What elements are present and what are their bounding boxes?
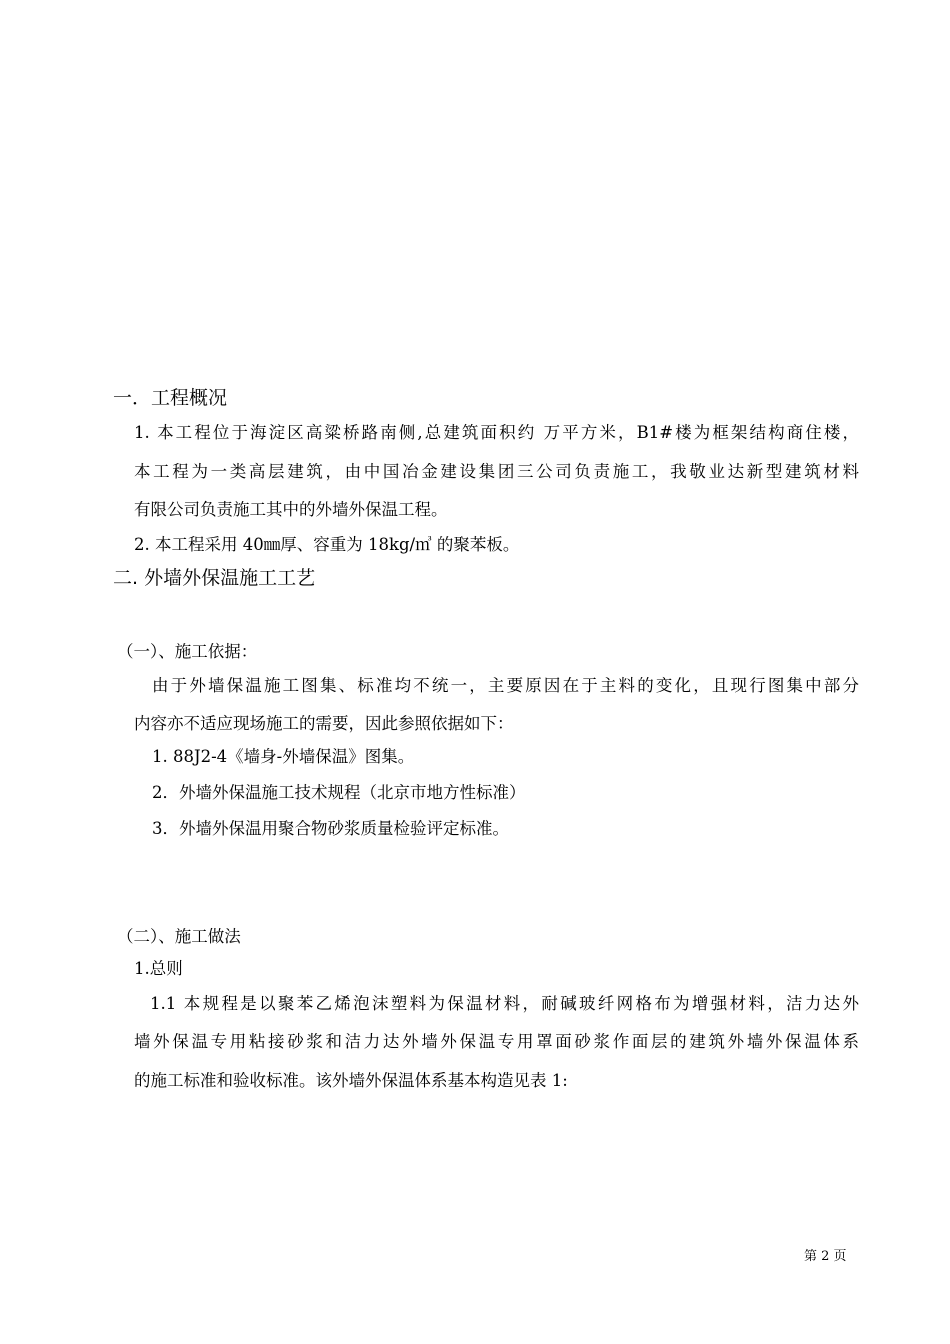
paragraph-line: 内容亦不适应现场施工的需要，因此参照依据如下： [134,714,514,733]
paragraph-line: 1.1 本规程是以聚苯乙烯泡沫塑料为保温材料，耐碱玻纤网格布为增强材料，洁力达外 [150,994,859,1013]
paragraph-line: 有限公司负责施工其中的外墙外保温工程。 [134,500,448,519]
paragraph-line: 由于外墙保温施工图集、标准均不统一，主要原因在于主料的变化，且现行图集中部分 [152,676,859,695]
paragraph-line: 墙外保温专用粘接砂浆和洁力达外墙外保温专用罩面砂浆作面层的建筑外墙外保温体系 [134,1032,859,1051]
page-number: 第 2 页 [804,1249,847,1264]
section-heading-construction-process: 二. 外墙外保温施工工艺 [113,567,316,589]
paragraph-line: 本工程为一类高层建筑，由中国冶金建设集团三公司负责施工，我敬业达新型建筑材料 [134,462,859,481]
paragraph-line: 2. 本工程采用 40㎜厚、容重为 18kg/㎥ 的聚苯板。 [134,535,520,554]
general-rules-heading: 1.总则 [134,959,183,978]
list-item: 1. 88J2-4《墙身-外墙保温》图集。 [152,747,415,766]
paragraph-line: 的施工标准和验收标准。该外墙外保温体系基本构造见表 1: [134,1071,568,1090]
subsection-title-basis: （一）、施工依据： [117,642,258,661]
list-item: 2．外墙外保温施工技术规程（北京市地方性标准） [152,783,526,802]
section-heading-project-overview: 一．工程概况 [113,387,228,409]
paragraph-line: 1. 本工程位于海淀区高粱桥路南侧,总建筑面积约 万平方米，B1#楼为框架结构商住楼， [134,423,859,442]
list-item: 3．外墙外保温用聚合物砂浆质量检验评定标准。 [152,819,509,838]
subsection-title-method: （二）、施工做法 [117,927,241,946]
